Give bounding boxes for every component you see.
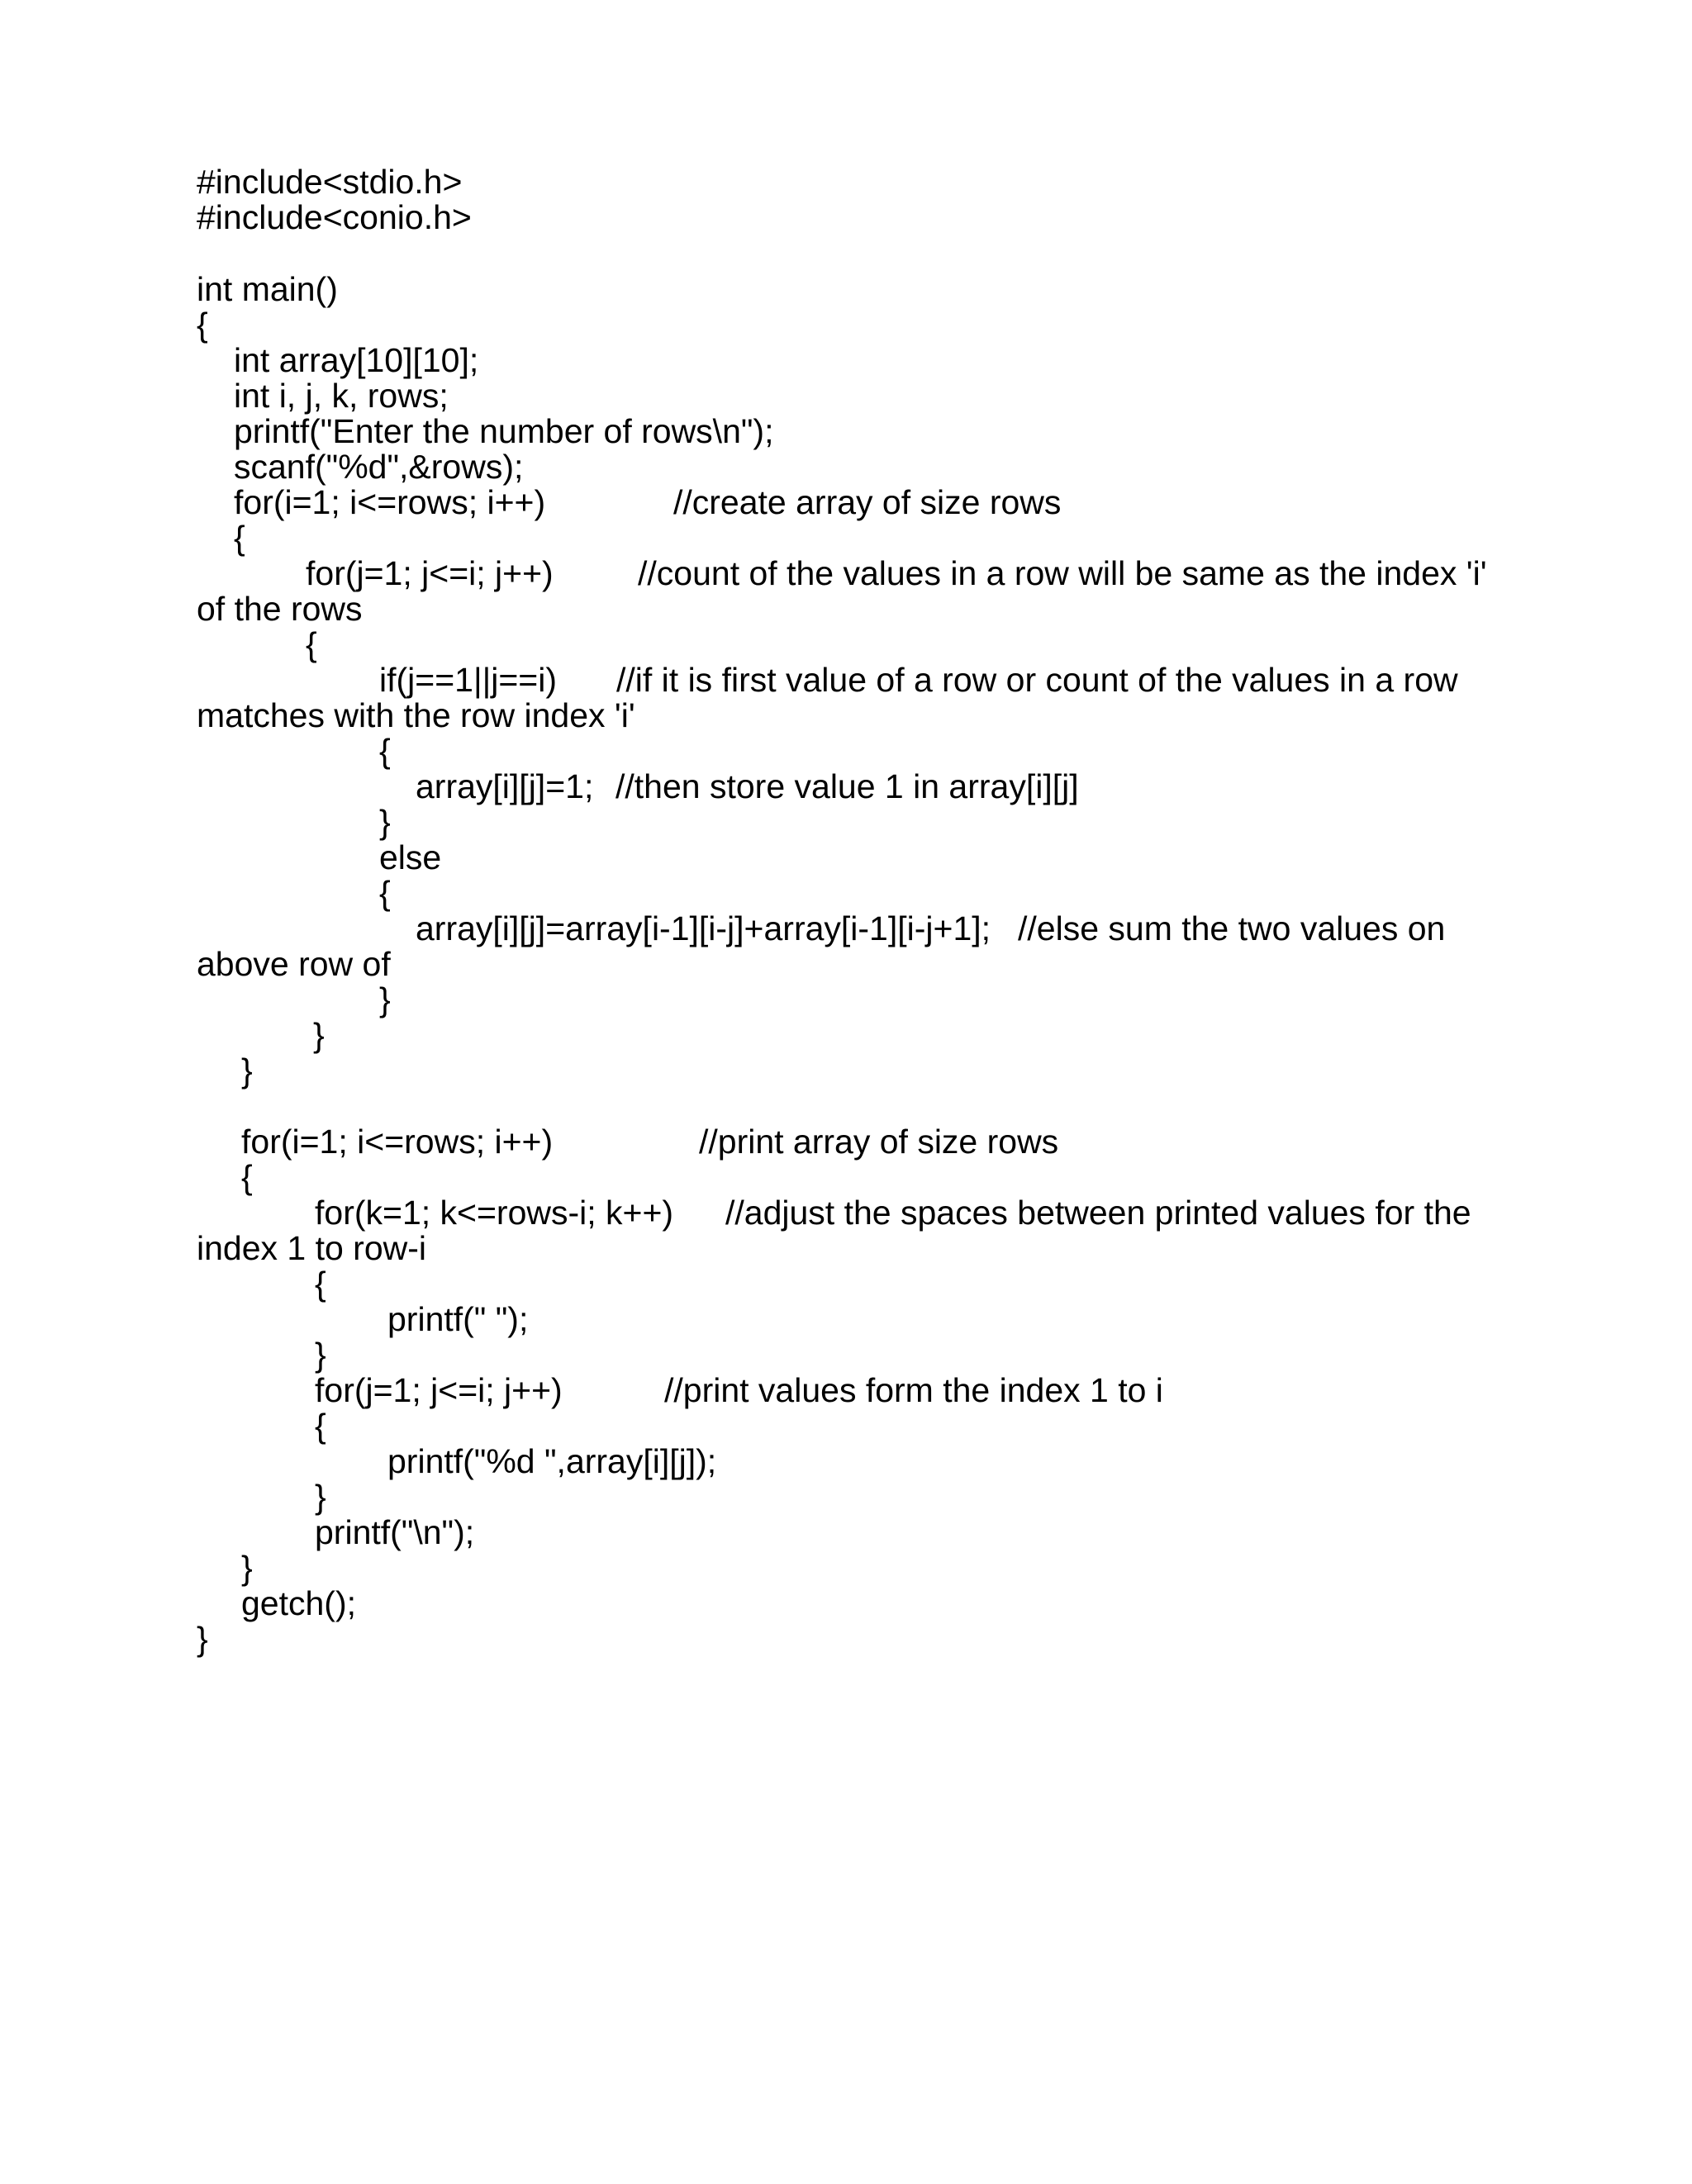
code-line: { [241,1158,253,1196]
code-line: else [379,838,442,876]
code-comment: //print values form the index 1 to i [664,1371,1163,1409]
code-line: { [315,1265,326,1303]
code-line: printf("\n"); [315,1513,475,1551]
code-line: printf(" "); [387,1300,529,1338]
code-line: } [379,980,391,1018]
code-line: { [379,874,391,912]
code-line: } [379,803,391,841]
code-comment: //count of the values in a row will be same as the index 'i' [638,554,1487,592]
code-line: printf("%d ",array[i][j]); [387,1442,717,1480]
code-line: scanf("%d",&rows); [234,448,524,486]
code-comment: //adjust the spaces between printed values for the [725,1194,1471,1232]
code-comment: //create array of size rows [673,483,1062,521]
code-line: #include<conio.h> [197,198,472,236]
code-line: if(j==1||j==i) [379,661,558,699]
code-line: for(j=1; j<=i; j++) [315,1371,563,1409]
code-line: above row of [197,945,391,983]
code-line: for(k=1; k<=rows-i; k++) [315,1194,674,1232]
code-line: for(j=1; j<=i; j++) [306,554,554,592]
code-line: printf("Enter the number of rows\n"); [234,412,774,450]
code-comment: //print array of size rows [699,1123,1059,1161]
code-line: for(i=1; i<=rows; i++) [234,483,546,521]
code-line: { [234,519,245,557]
code-line: array[i][j]=array[i-1][i-j]+array[i-1][i-j+1]; [416,909,991,947]
code-line: of the rows [197,590,363,628]
code-line: { [197,306,208,344]
code-line: int array[10][10]; [234,341,479,379]
code-line: { [315,1407,326,1445]
code-line: int i, j, k, rows; [234,377,449,415]
code-line: } [313,1016,325,1054]
code-line: } [197,1620,208,1658]
code-line: } [241,1549,253,1587]
code-line: } [315,1478,326,1516]
code-line: { [306,625,317,663]
code-line: getch(); [241,1584,356,1622]
code-line: } [315,1336,326,1374]
code-line: array[i][j]=1; [416,767,594,805]
code-line: matches with the row index 'i' [197,696,635,734]
code-line: } [241,1052,253,1090]
code-line: for(i=1; i<=rows; i++) [241,1123,554,1161]
code-comment: //else sum the two values on [1018,909,1446,947]
code-line: #include<stdio.h> [197,163,463,201]
code-comment: //if it is first value of a row or count of the values in a row [616,661,1458,699]
code-line: { [379,732,391,770]
code-line: index 1 to row-i [197,1229,427,1267]
code-line: int main() [197,270,338,308]
code-comment: //then store value 1 in array[i][j] [615,767,1079,805]
